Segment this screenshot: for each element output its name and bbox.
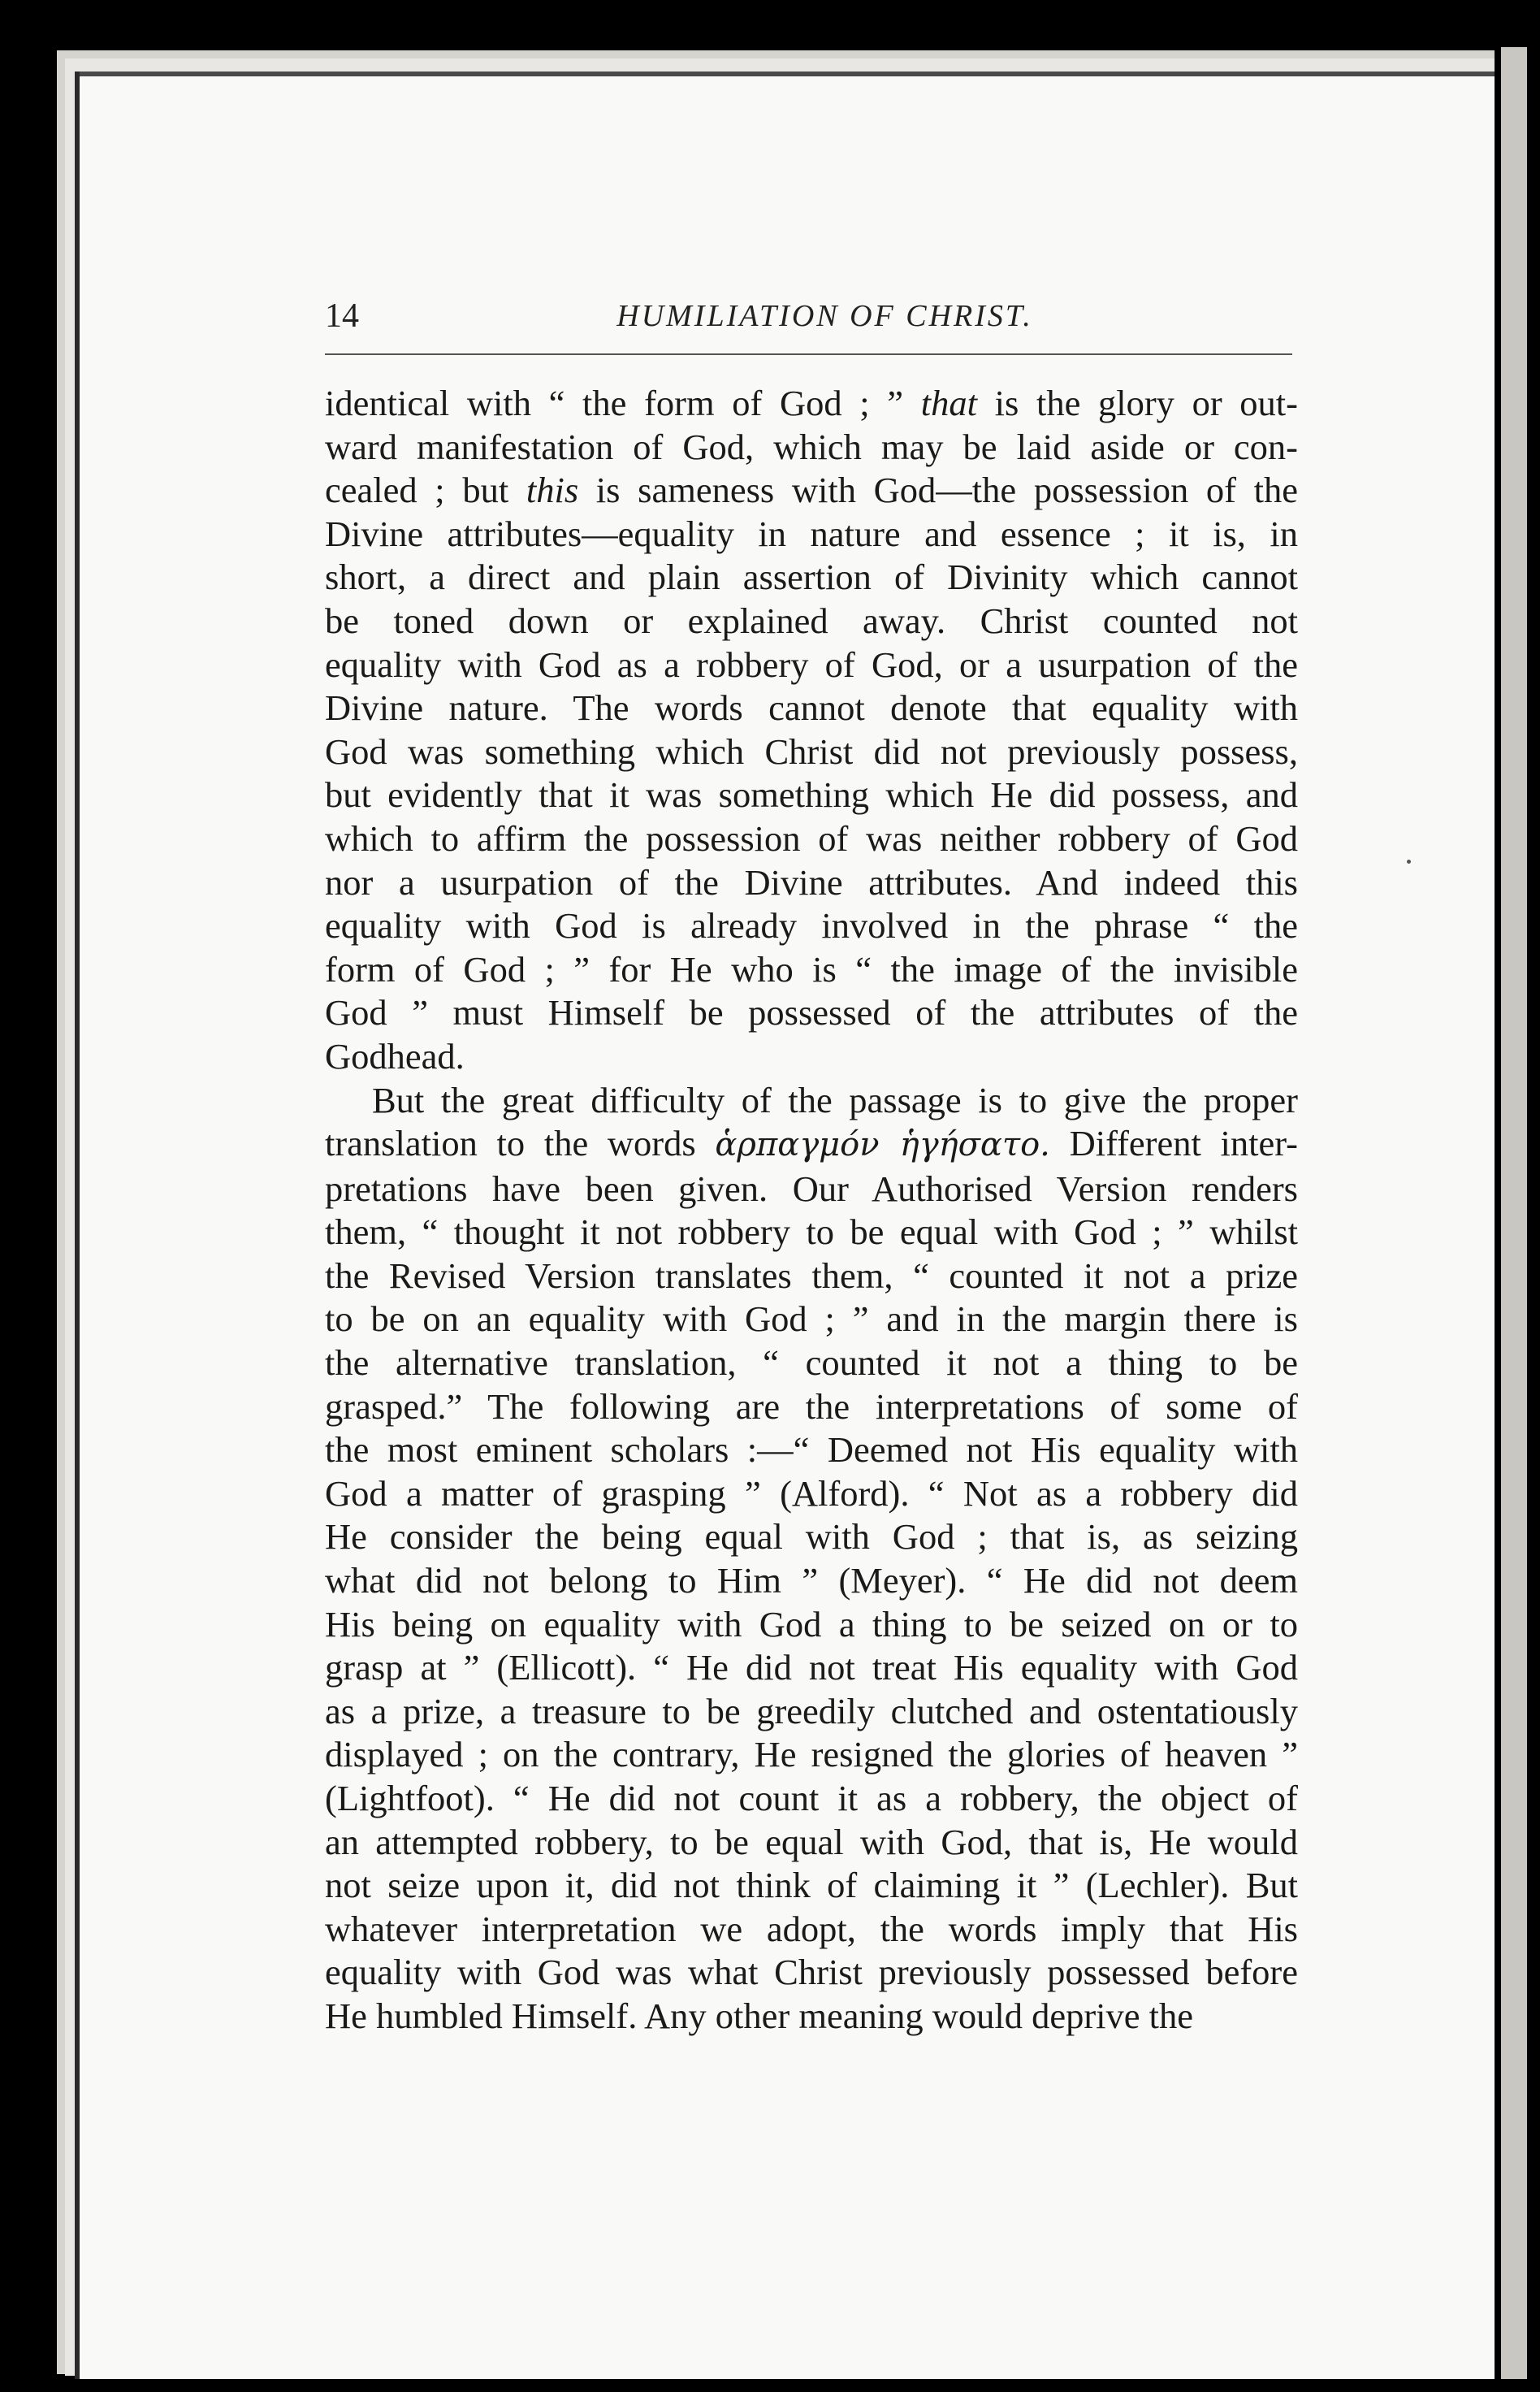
text-line: equality with God is already involved in the phrase “ the — [325, 905, 1298, 947]
page-header — [325, 297, 1292, 355]
text-segment: identical with “ the form of God ; ” — [325, 383, 921, 423]
text-line: But the great difficulty of the passage is to give the proper — [372, 1079, 1298, 1120]
text-line: grasp at ” (Ellicott). “ He did not treat His equality with God — [325, 1647, 1298, 1688]
emphasis-text: this — [526, 470, 579, 511]
text-segment: translation to the words — [325, 1123, 716, 1164]
text-segment: is sameness with God—the possession of the — [578, 470, 1298, 511]
text-line: God a matter of grasping ” (Alford). “ Not as a robbery did — [325, 1472, 1298, 1514]
text-line: an attempted robbery, to be equal with God, that is, He would — [325, 1821, 1298, 1862]
body-text — [325, 382, 1298, 2039]
text-line: which to affirm the possession of was neither robbery of God — [325, 817, 1298, 859]
text-line: equality with God was what Christ previously possessed before — [325, 1952, 1298, 1993]
running-title: HUMILIATION OF CHRIST. — [616, 299, 1033, 333]
text-line: displayed ; on the contrary, He resigned the glories of heaven ” — [325, 1734, 1298, 1775]
text-line — [325, 1122, 1298, 1168]
paragraph-1 — [325, 382, 1298, 1079]
text-line: Godhead. — [325, 1035, 465, 1077]
text-line: them, “ thought it not robbery to be equal with God ; ” whilst — [325, 1211, 1298, 1253]
text-line: His being on equality with God a thing to be seized on or to — [325, 1603, 1298, 1644]
ink-speck — [1407, 860, 1411, 864]
text-line: to be on an equality with God ; ” and in the margin there is — [325, 1298, 1298, 1340]
text-line: Divine nature. The words cannot denote that equality with — [325, 687, 1298, 729]
text-line: ward manifestation of God, which may be laid aside or con- — [325, 426, 1298, 467]
text-line: equality with God as a robbery of God, or a usurpation of the — [325, 644, 1298, 685]
text-segment: Different inter- — [1049, 1123, 1299, 1164]
text-line: form of God ; ” for He who is “ the image of the invisible — [325, 948, 1298, 990]
text-line: what did not belong to Him ” (Meyer). “ He did not deem — [325, 1560, 1298, 1601]
text-line — [325, 382, 1298, 426]
text-line: God ” must Himself be possessed of the attributes of the — [325, 992, 1298, 1034]
text-segment: is the glory or out- — [976, 383, 1298, 423]
text-line: but evidently that it was something which He did possess, and — [325, 774, 1298, 816]
text-line: grasped.” The following are the interpretations of some of — [325, 1385, 1298, 1427]
text-line: not seize upon it, did not think of claiming it ” (Lechler). But — [325, 1865, 1298, 1906]
emphasis-text: that — [920, 383, 977, 423]
text-line: He consider the being equal with God ; that is, as seizing — [325, 1516, 1298, 1558]
text-line: Divine attributes—equality in nature and essence ; it is, in — [325, 513, 1298, 554]
text-segment: cealed ; but — [325, 470, 526, 511]
text-line: the most eminent scholars :—“ Deemed not His equality with — [325, 1429, 1298, 1471]
text-line: He humbled Himself. Any other meaning would deprive the — [325, 1995, 1193, 2036]
text-line: the Revised Version translates them, “ counted it not a prize — [325, 1254, 1298, 1296]
book-edge-right — [1501, 47, 1527, 2379]
paragraph-2 — [325, 1079, 1298, 2039]
text-line: whatever interpretation we adopt, the words imply that His — [325, 1908, 1298, 1949]
text-line: short, a direct and plain assertion of Divinity which cannot — [325, 557, 1298, 598]
text-line: be toned down or explained away. Christ counted not — [325, 600, 1298, 641]
text-line: (Lightfoot). “ He did not count it as a robbery, the object of — [325, 1778, 1298, 1818]
emphasis-text: ἁρπαγμόν ἡγήσατο. — [715, 1126, 1050, 1164]
text-line: as a prize, a treasure to be greedily clutched and ostentatiously — [325, 1690, 1298, 1731]
text-line: pretations have been given. Our Authorised Version renders — [325, 1168, 1298, 1209]
text-line — [325, 469, 1298, 513]
text-line: the alternative translation, “ counted it not a thing to be — [325, 1342, 1298, 1384]
text-line: nor a usurpation of the Divine attributes. And indeed this — [325, 861, 1298, 903]
text-line: God was something which Christ did not previously possess, — [325, 730, 1298, 772]
page-number: 14 — [325, 297, 359, 335]
